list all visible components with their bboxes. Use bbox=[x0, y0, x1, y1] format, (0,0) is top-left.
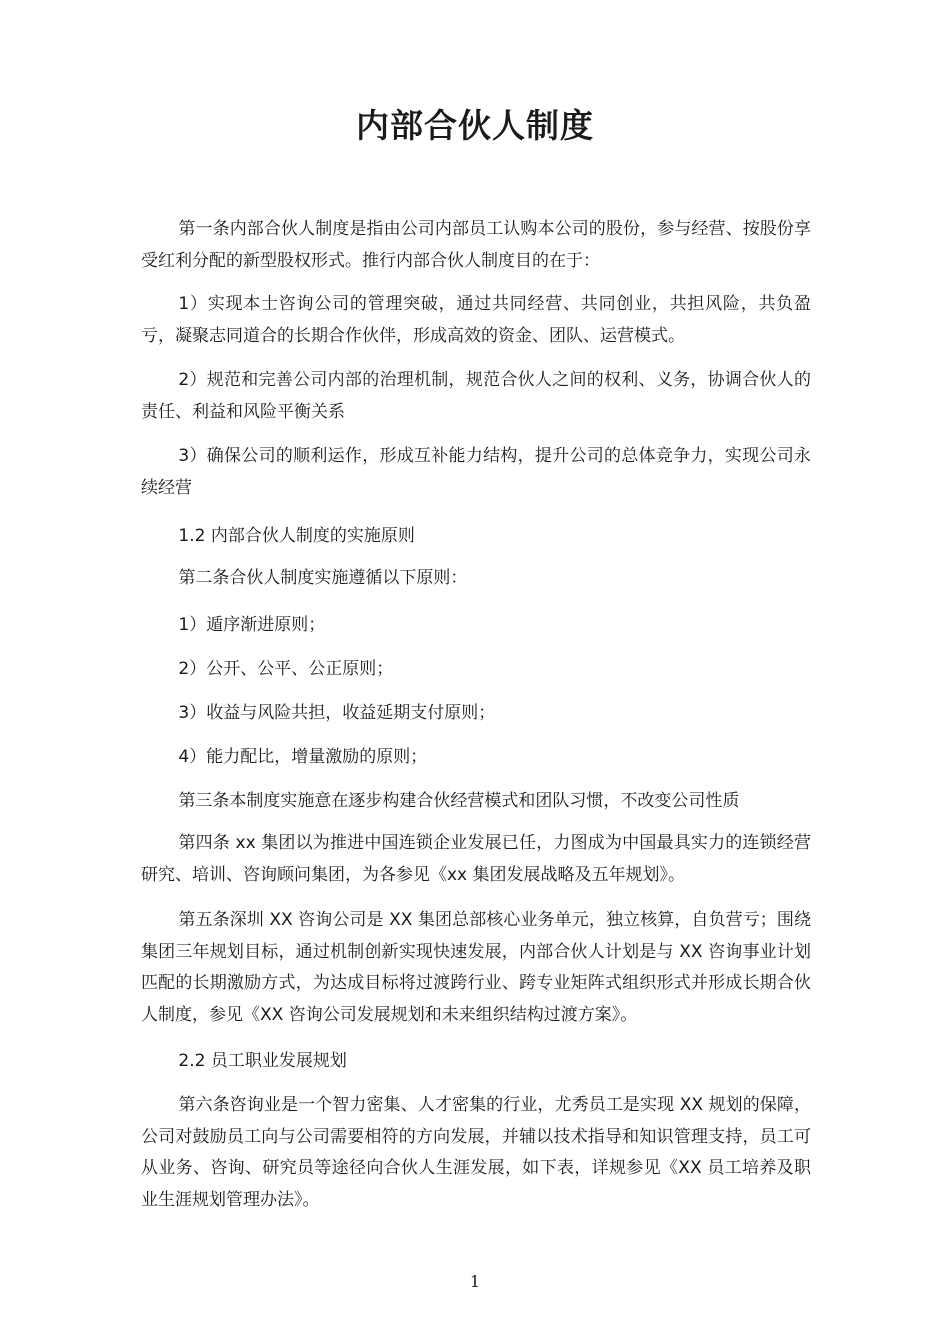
principle-2: 2）公开、公平、公正原则； bbox=[178, 659, 394, 679]
list-item-2: 2）规范和完善公司内部的治理机制，规范合伙人之间的权利、义务，协调合伙人的责任、利益和风险平衡关系 bbox=[141, 370, 811, 422]
article-4-paragraph: 第四条 xx 集团以为推进中国连锁企业发展已任，力图成为中国最具实力的连锁经营研究、培训、咨询顾问集团，为各参见《xx 集团发展战略及五年规划》。 bbox=[141, 833, 811, 885]
article-6-paragraph: 第六条咨询业是一个智力密集、人才密集的行业，尤秀员工是实现 XX 规划的保障，公司对鼓励员工向与公司需要相符的方向发展，并辅以技术指导和知识管理支持，员工可从业务、咨询、研究员等途径向合伙人生涯发展，如下表，详规参见《XX 员工培养及职业生涯规划管理办法》。 bbox=[141, 1095, 811, 1210]
principle-1: 1）遁序渐进原则； bbox=[178, 615, 326, 635]
list-item-1: 1）实现本士咨询公司的管理突破，通过共同经营、共同创业，共担风险，共负盈亏，凝聚志同道合的长期合作伙伴，形成高效的资金、团队、运营模式。 bbox=[141, 294, 811, 346]
article-3-paragraph: 第三条本制度实施意在逐步构建合伙经营模式和团队习惯，不改变公司性质 bbox=[178, 791, 740, 811]
article-2-paragraph: 第二条合伙人制度实施遵循以下原则： bbox=[178, 568, 468, 588]
document-title: 内部合伙人制度 bbox=[356, 106, 594, 145]
section-heading-1-2: 1.2 内部合伙人制度的实施原则 bbox=[178, 526, 415, 546]
article-1-paragraph: 第一条内部合伙人制度是指由公司内部员工认购本公司的股份，参与经营、按股份享受红利分配的新型股权形式。推行内部合伙人制度目的在于： bbox=[141, 219, 811, 271]
page-number: 1 bbox=[469, 1272, 481, 1291]
article-5-paragraph: 第五条深圳 XX 咨询公司是 XX 集团总部核心业务单元，独立核算，自负营亏；围绕集团三年规划目标，通过机制创新实现快速发展，内部合伙人计划是与 XX 咨询事业计划匹配的长期激励方式，为达成目标将过渡跨行业、跨专业矩阵式组织形式并形成长期合伙人制度，参见《XX 咨询公司发展规划和未来组织结构过渡方案》。 bbox=[141, 910, 811, 1025]
section-heading-2-2: 2.2 员工职业发展规划 bbox=[178, 1051, 347, 1071]
principle-3: 3）收益与风险共担，收益延期支付原则； bbox=[178, 703, 496, 723]
principle-4: 4）能力配比，增量激励的原则； bbox=[178, 747, 428, 767]
list-item-3: 3）确保公司的顺利运作，形成互补能力结构，提升公司的总体竞争力，实现公司永续经营 bbox=[141, 446, 811, 498]
